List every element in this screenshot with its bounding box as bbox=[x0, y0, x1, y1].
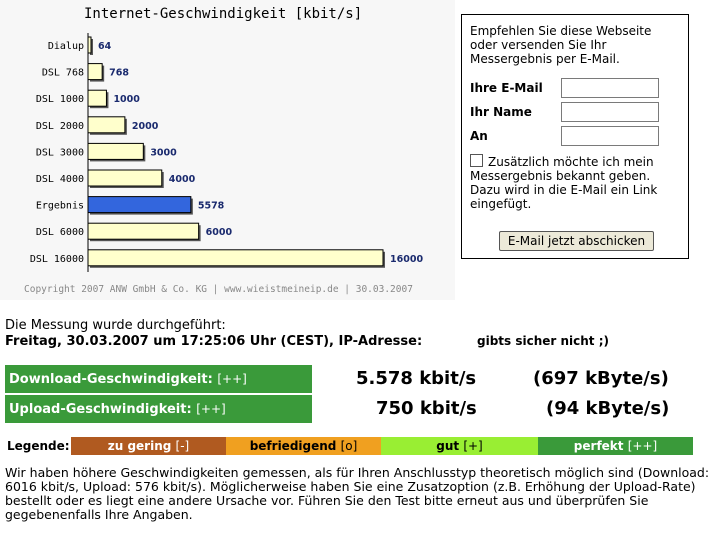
explanation-text: Wir haben höhere Geschwindigkeiten gemessen, als für Ihren Anschlusstyp theoretisch möglich sind (Download: 6016 kbit/s, Upload: 576 kbit/s). Möglicherweise haben Sie eine Zusatzoption (z.B. Erhöhung der Upload-Rate) bestellt oder es liegt eine andere Ursache vor. Führen Sie den Test bitte erneut aus und überprüfen Sie gegebenenfalls Ihre Angaben. bbox=[5, 465, 710, 522]
category-label: DSL 16000 bbox=[29, 253, 84, 265]
category-label: DSL 1000 bbox=[35, 94, 84, 106]
legend-satisfactory bbox=[226, 437, 381, 455]
category-label: DSL 4000 bbox=[35, 174, 84, 185]
email-label: Ihre E-Mail bbox=[470, 81, 543, 95]
bar bbox=[88, 90, 106, 106]
chart-copyright: Copyright 2007 ANW GmbH & Co. KG | www.wieistmeineip.de | 30.03.2007 bbox=[24, 284, 413, 295]
speed-chart-svg bbox=[0, 0, 455, 300]
bar bbox=[88, 64, 102, 80]
legend-too-low-text: zu gering bbox=[107, 439, 172, 453]
email-form-intro: Empfehlen Sie diese Webseite oder versenden Sie Ihr Messergebnis per E-Mail. bbox=[470, 24, 652, 66]
value-label: 6000 bbox=[205, 227, 233, 239]
bars-group bbox=[30, 37, 424, 268]
bar bbox=[88, 223, 199, 239]
value-label: 4000 bbox=[168, 174, 196, 185]
value-label: 16000 bbox=[390, 253, 424, 265]
bar bbox=[88, 143, 143, 159]
legend-perfect-text: perfekt bbox=[573, 439, 624, 453]
legend-too-low-rating: [-] bbox=[175, 439, 190, 453]
email-form-box bbox=[461, 14, 689, 259]
upload-kbit: 750 kbit/s bbox=[376, 398, 477, 419]
measure-done-text: Die Messung wurde durchgeführt: bbox=[5, 318, 226, 333]
download-kbyte: (697 kByte/s) bbox=[533, 368, 669, 389]
value-label: 64 bbox=[98, 41, 112, 52]
share-result-text: Zusätzlich möchte ich mein Messergebnis bekannt geben. Dazu wird in die E-Mail ein Link eingefügt. bbox=[470, 155, 658, 211]
upload-rating: [++] bbox=[196, 402, 226, 416]
ip-address-value: gibts sicher nicht ;) bbox=[477, 334, 610, 348]
legend-perfect-rating: [++] bbox=[627, 439, 658, 453]
category-label: DSL 2000 bbox=[35, 120, 84, 132]
bar bbox=[88, 170, 162, 186]
recipient-row bbox=[470, 124, 680, 148]
name-label: Ihr Name bbox=[470, 105, 532, 119]
value-label: 3000 bbox=[150, 147, 177, 159]
bar bbox=[88, 250, 383, 266]
legend-satisfactory-rating: [o] bbox=[340, 439, 358, 453]
recipient-label: An bbox=[470, 129, 488, 143]
upload-kbyte: (94 kByte/s) bbox=[546, 398, 670, 419]
download-speed-bar bbox=[5, 365, 312, 393]
share-result-checkbox[interactable] bbox=[470, 154, 483, 167]
legend-good-text: gut bbox=[436, 439, 460, 453]
name-input[interactable] bbox=[561, 102, 659, 122]
bar bbox=[88, 117, 125, 133]
legend-good bbox=[381, 437, 538, 455]
category-label: DSL 6000 bbox=[35, 227, 84, 239]
send-email-button[interactable]: E-Mail jetzt abschicken bbox=[499, 231, 654, 251]
bar-result bbox=[88, 197, 191, 213]
share-result-row bbox=[470, 154, 680, 211]
email-row bbox=[470, 76, 680, 100]
value-label: 1000 bbox=[113, 94, 140, 106]
category-label: Dialup bbox=[47, 41, 84, 52]
speed-chart bbox=[0, 0, 455, 300]
bar bbox=[88, 37, 91, 53]
legend-satisfactory-text: befriedigend bbox=[249, 439, 337, 453]
email-input[interactable] bbox=[561, 78, 659, 98]
value-label: 768 bbox=[109, 67, 130, 79]
value-label: 2000 bbox=[131, 120, 159, 132]
recipient-input[interactable] bbox=[561, 126, 659, 146]
value-label: 5578 bbox=[197, 200, 225, 212]
measure-date-line: Freitag, 30.03.2007 um 17:25:06 Uhr (CEST), IP-Adresse: bbox=[5, 334, 423, 349]
category-label: DSL 3000 bbox=[35, 147, 84, 159]
name-row bbox=[470, 100, 680, 124]
category-label: DSL 768 bbox=[41, 67, 84, 79]
legend-label: Legende: bbox=[7, 439, 70, 453]
chart-title: Internet-Geschwindigkeit [kbit/s] bbox=[84, 6, 363, 22]
download-kbit: 5.578 kbit/s bbox=[356, 368, 477, 389]
legend-too-low bbox=[71, 437, 226, 455]
upload-speed-label: Upload-Geschwindigkeit: bbox=[9, 402, 192, 417]
legend-good-rating: [+] bbox=[463, 439, 483, 453]
legend-perfect bbox=[538, 437, 693, 455]
download-rating: [++] bbox=[217, 372, 247, 386]
category-label: Ergebnis bbox=[35, 200, 84, 212]
upload-speed-bar bbox=[5, 395, 312, 423]
download-speed-label: Download-Geschwindigkeit: bbox=[9, 372, 213, 387]
